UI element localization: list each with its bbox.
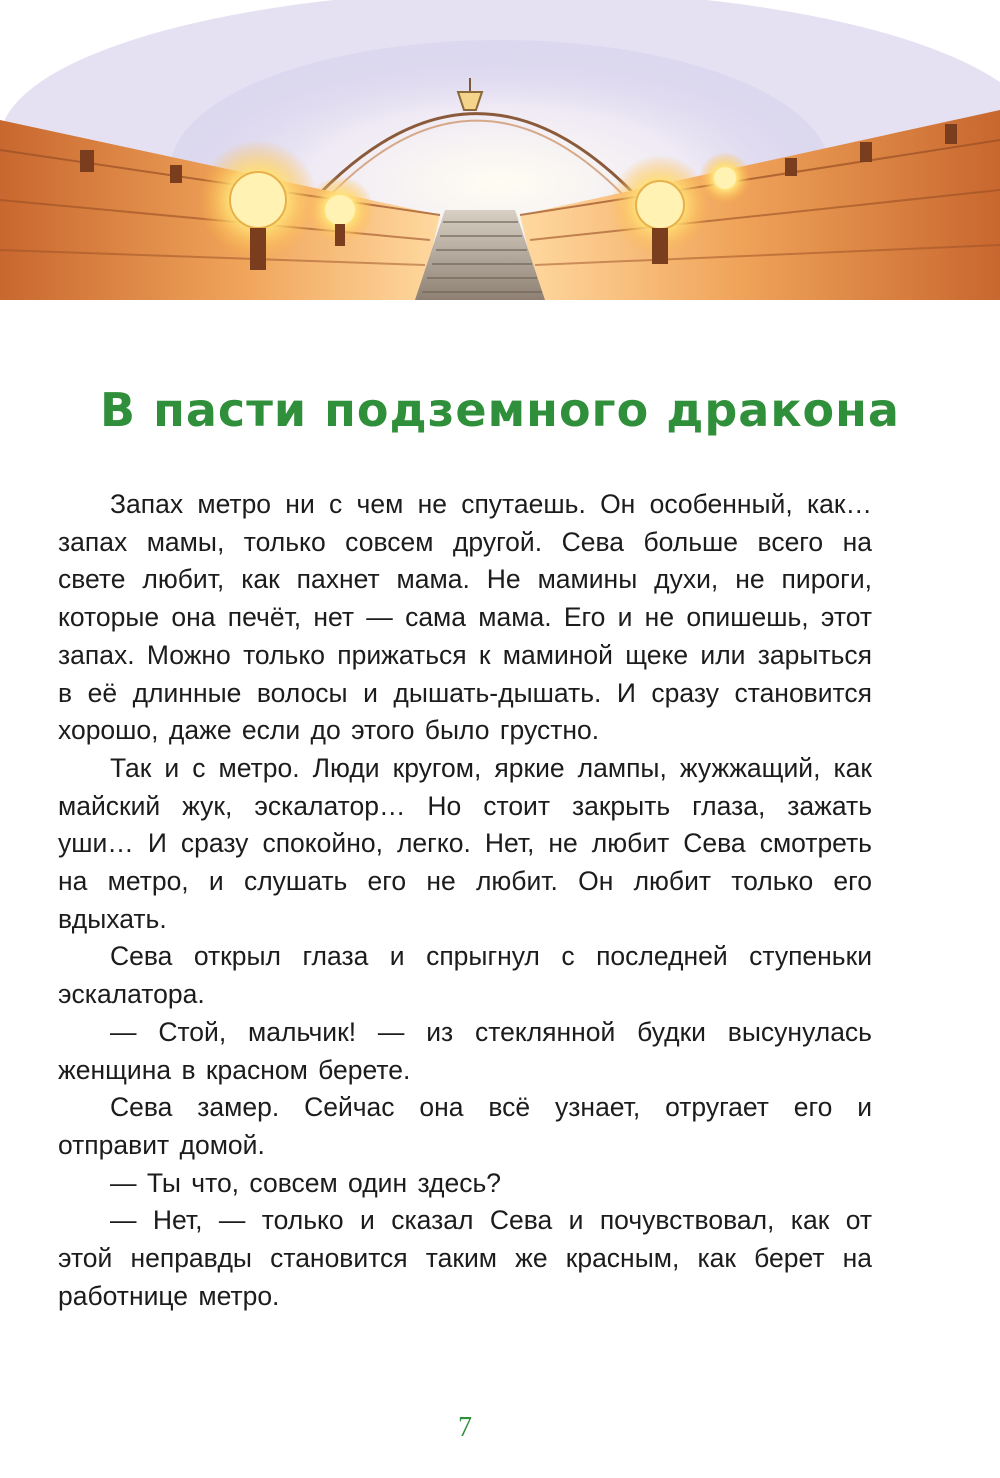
paragraph: Так и с метро. Люди кругом, яркие лампы, жужжащий, как майский жук, эскалатор… Но стоит закрыть глаза, зажать уши… И сразу спокойно, легко. Нет, не любит Сева смотреть на метро, и слушать его не любит. Он любит только его вдыхать.: [58, 752, 872, 934]
paragraph: Сева открыл глаза и спрыгнул с последней ступеньки эскалатора.: [58, 941, 872, 1010]
page-number: 7: [458, 1412, 472, 1443]
paragraph: Сева замер. Сейчас она всё узнает, отругает его и отправит домой.: [58, 1092, 872, 1160]
paragraph: — Ты что, совсем один здесь?: [110, 1167, 502, 1198]
metro-escalator-illustration: [0, 0, 1000, 300]
chapter-title: В пасти подземного дракона: [100, 382, 900, 437]
chapter-text: [58, 486, 872, 1315]
paragraph: — Стой, мальчик! — из стеклянной будки высунулась женщина в красном берете.: [58, 1016, 872, 1085]
paragraph: Запах метро ни с чем не спутаешь. Он особенный, как… запах мамы, только совсем другой. Сева больше всего на свете любит, как пахнет мама. Не мамины духи, не пироги, которые она печёт, нет — сама мама. Его и не опишешь, этот запах. Можно только прижаться к маминой щеке или зарыться в её длинные волосы и дышать-дышать. И сразу становится хорошо, даже если до этого было грустно.: [58, 489, 872, 746]
paragraph: — Нет, — только и сказал Сева и почувствовал, как от этой неправды становится таким же красным, как берет на работнице метро.: [58, 1205, 872, 1311]
